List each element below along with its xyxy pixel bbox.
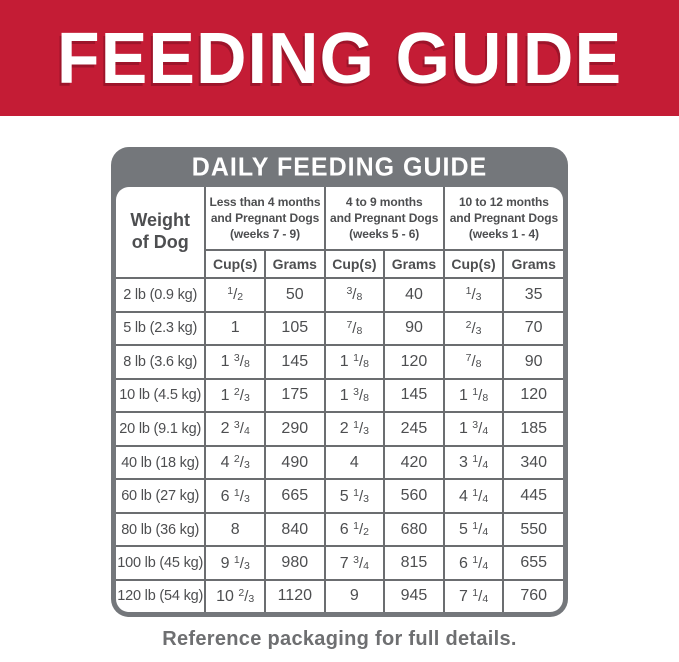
- banner-title: FEEDING GUIDE: [56, 17, 623, 99]
- cups-cell: $^7$/8: [325, 312, 385, 346]
- age3-line3: (weeks 1 - 4): [468, 227, 539, 242]
- cups-cell: 6 $^1$/3: [205, 479, 265, 513]
- grams-cell: 420: [384, 446, 444, 480]
- grams-cell: 120: [503, 379, 563, 413]
- cups-cell: 1 $^1$/8: [325, 345, 385, 379]
- cups-cell: 2 $^3$/4: [205, 412, 265, 446]
- subheader-grams-1: Grams: [265, 250, 325, 278]
- cups-cell: $^1$/3: [444, 278, 504, 312]
- table-row: [116, 345, 563, 379]
- grams-cell: 560: [384, 479, 444, 513]
- table-body: [116, 278, 563, 612]
- age3-line2: and Pregnant Dogs: [449, 210, 559, 225]
- cups-cell: 6 $^1$/2: [325, 513, 385, 547]
- grams-cell: 105: [265, 312, 325, 346]
- weight-cell: 100 lb (45 kg): [116, 546, 205, 580]
- table-row: [116, 312, 563, 346]
- grams-cell: 290: [265, 412, 325, 446]
- table-row: [116, 278, 563, 312]
- footer-note: Reference packaging for full details.: [162, 628, 517, 650]
- subheader-cups-1: Cup(s): [205, 250, 265, 278]
- grams-cell: 840: [265, 513, 325, 547]
- weight-header-line1: Weight: [130, 210, 191, 231]
- cups-cell: 4 $^2$/3: [205, 446, 265, 480]
- grams-cell: 50: [265, 278, 325, 312]
- age-group-header-1: [205, 187, 324, 250]
- table-row: [116, 513, 563, 547]
- grams-cell: 90: [503, 345, 563, 379]
- grams-cell: 655: [503, 546, 563, 580]
- weight-cell: 60 lb (27 kg): [116, 479, 205, 513]
- grams-cell: 245: [384, 412, 444, 446]
- cups-cell: 1 $^2$/3: [205, 379, 265, 413]
- subheader-cups-3: Cup(s): [444, 250, 504, 278]
- cups-cell: 4 $^1$/4: [444, 479, 504, 513]
- weight-header-line2: of Dog: [131, 232, 189, 252]
- subheader-cups-2: Cup(s): [325, 250, 385, 278]
- weight-of-dog-header: [116, 187, 205, 278]
- cups-cell: 9: [325, 580, 385, 612]
- grams-cell: 815: [384, 546, 444, 580]
- table-row: [116, 446, 563, 480]
- cups-cell: 3 $^1$/4: [444, 446, 504, 480]
- feeding-table: [116, 187, 563, 612]
- weight-cell: 5 lb (2.3 kg): [116, 312, 205, 346]
- subheader-grams-2: Grams: [384, 250, 444, 278]
- table-row: [116, 546, 563, 580]
- weight-cell: 120 lb (54 kg): [116, 580, 205, 612]
- age2-line1: 4 to 9 months: [345, 194, 423, 209]
- cups-cell: 2 $^1$/3: [325, 412, 385, 446]
- table-body-frame: [116, 187, 563, 612]
- cups-cell: 1 $^3$/4: [444, 412, 504, 446]
- grams-cell: 120: [384, 345, 444, 379]
- cups-cell: 9 $^1$/3: [205, 546, 265, 580]
- cups-cell: 7 $^3$/4: [325, 546, 385, 580]
- grams-cell: 40: [384, 278, 444, 312]
- subheader-grams-3: Grams: [503, 250, 563, 278]
- grams-cell: 145: [384, 379, 444, 413]
- cups-cell: $^1$/2: [205, 278, 265, 312]
- cups-cell: 6 $^1$/4: [444, 546, 504, 580]
- age-group-header-3: [444, 187, 563, 250]
- cups-cell: 1 $^3$/8: [205, 345, 265, 379]
- grams-cell: 445: [503, 479, 563, 513]
- grams-cell: 980: [265, 546, 325, 580]
- grams-cell: 70: [503, 312, 563, 346]
- grams-cell: 680: [384, 513, 444, 547]
- grams-cell: 90: [384, 312, 444, 346]
- table-row: [116, 479, 563, 513]
- age3-line1: 10 to 12 months: [458, 194, 549, 209]
- cups-cell: $^7$/8: [444, 345, 504, 379]
- cups-cell: 4: [325, 446, 385, 480]
- grams-cell: 340: [503, 446, 563, 480]
- weight-cell: 10 lb (4.5 kg): [116, 379, 205, 413]
- cups-cell: 10 $^2$/3: [205, 580, 265, 612]
- cups-cell: $^3$/8: [325, 278, 385, 312]
- age-header-row: [116, 187, 563, 250]
- table-row: [116, 580, 563, 612]
- grams-cell: 760: [503, 580, 563, 612]
- weight-cell: 40 lb (18 kg): [116, 446, 205, 480]
- grams-cell: 145: [265, 345, 325, 379]
- table-title: DAILY FEEDING GUIDE: [191, 151, 488, 182]
- grams-cell: 1120: [265, 580, 325, 612]
- grams-cell: 175: [265, 379, 325, 413]
- age1-line2: and Pregnant Dogs: [210, 210, 320, 225]
- age-group-header-2: [325, 187, 444, 250]
- weight-cell: 80 lb (36 kg): [116, 513, 205, 547]
- cups-cell: 1 $^3$/8: [325, 379, 385, 413]
- age1-line1: Less than 4 months: [209, 194, 321, 209]
- grams-cell: 185: [503, 412, 563, 446]
- grams-cell: 665: [265, 479, 325, 513]
- cups-cell: 7 $^1$/4: [444, 580, 504, 612]
- weight-cell: 2 lb (0.9 kg): [116, 278, 205, 312]
- age2-line2: and Pregnant Dogs: [330, 210, 439, 225]
- cups-cell: 5 $^1$/4: [444, 513, 504, 547]
- grams-cell: 490: [265, 446, 325, 480]
- cups-cell: $^2$/3: [444, 312, 504, 346]
- cups-cell: 5 $^1$/3: [325, 479, 385, 513]
- feeding-guide-banner: [0, 0, 679, 116]
- grams-cell: 550: [503, 513, 563, 547]
- age1-line3: (weeks 7 - 9): [229, 227, 301, 242]
- weight-cell: 8 lb (3.6 kg): [116, 345, 205, 379]
- cups-cell: 8: [205, 513, 265, 547]
- cups-cell: 1: [205, 312, 265, 346]
- daily-feeding-guide-panel: [111, 147, 568, 617]
- table-row: [116, 379, 563, 413]
- cups-cell: 1 $^1$/8: [444, 379, 504, 413]
- weight-cell: 20 lb (9.1 kg): [116, 412, 205, 446]
- grams-cell: 35: [503, 278, 563, 312]
- grams-cell: 945: [384, 580, 444, 612]
- age2-line3: (weeks 5 - 6): [349, 227, 420, 242]
- table-row: [116, 412, 563, 446]
